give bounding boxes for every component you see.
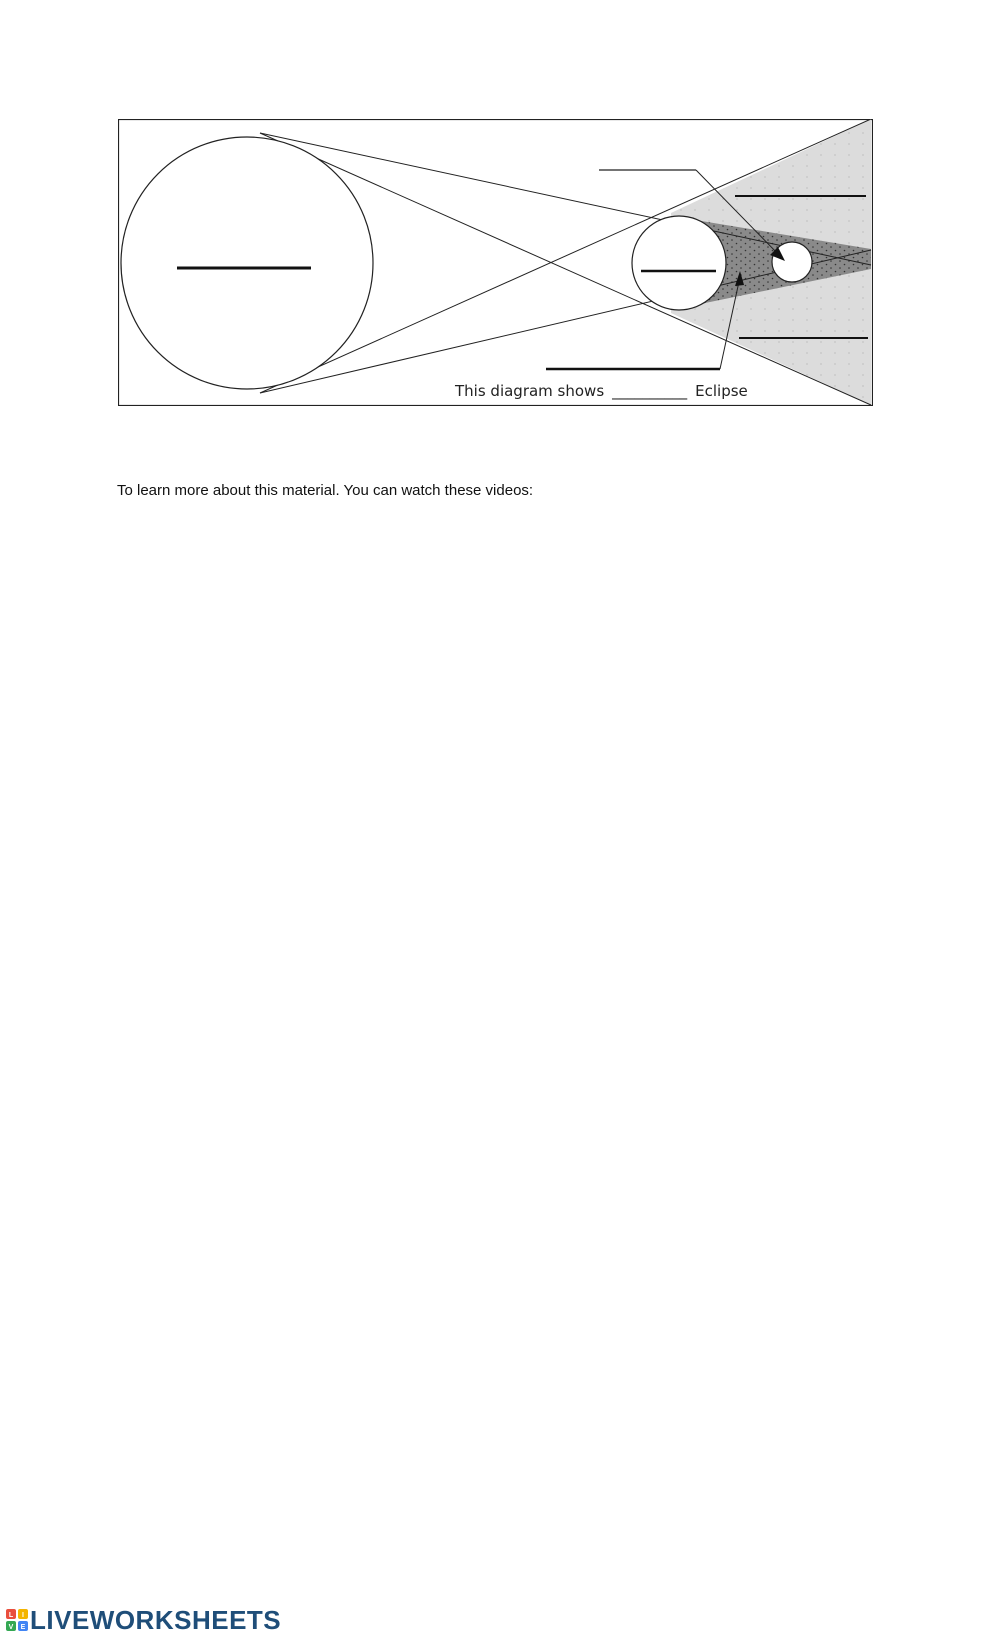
intro-text: To learn more about this material. You can watch these videos:	[117, 482, 534, 499]
diagram-caption: This diagram shows __________ Eclipse	[455, 382, 748, 400]
eclipse-diagram	[118, 119, 873, 406]
liveworksheets-logo-icon	[6, 1609, 28, 1631]
liveworksheets-logo	[6, 1604, 281, 1636]
logo-letter-e: E	[20, 1624, 26, 1631]
liveworksheets-brand-text[interactable]: LIVEWORKSHEETS	[30, 1605, 282, 1635]
logo-letter-v: V	[8, 1624, 14, 1631]
eclipse-diagram-svg	[118, 119, 873, 406]
logo-letter-i: I	[22, 1612, 24, 1619]
sun-circle	[121, 137, 373, 389]
logo-letter-l: L	[8, 1612, 14, 1619]
earth-circle	[632, 216, 726, 310]
